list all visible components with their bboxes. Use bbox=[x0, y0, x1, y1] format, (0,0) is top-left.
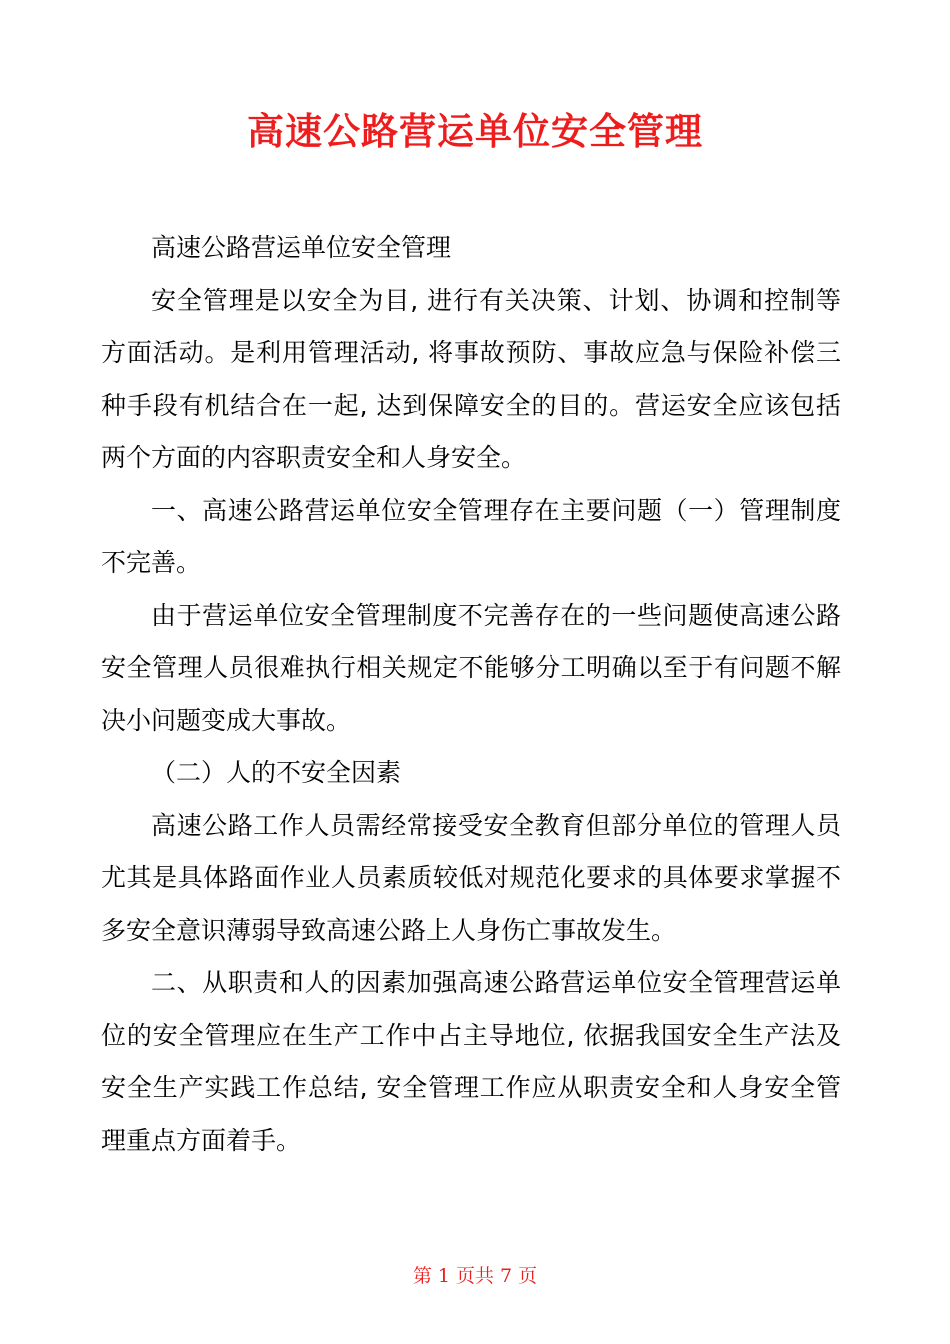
document-title: 高速公路营运单位安全管理 bbox=[247, 110, 703, 153]
page-footer: 第 1 页共 7 页 bbox=[412, 1265, 538, 1287]
paragraph-system-issues: 由于营运单位安全管理制度不完善存在的一些问题使高速公路安全管理人员很难执行相关规定不能够分工明确以至于有问题不解决小问题变成大事故。 bbox=[101, 600, 841, 735]
paragraph-section-one-heading: 一、高速公路营运单位安全管理存在主要问题（一）管理制度不完善。 bbox=[101, 495, 841, 577]
document-body bbox=[101, 222, 841, 1167]
paragraph-subsection-two-heading: （二）人的不安全因素 bbox=[151, 758, 402, 787]
paragraph-definition: 安全管理是以安全为目, 进行有关决策、计划、协调和控制等方面活动。是利用管理活动, 将事故预防、事故应急与保险补偿三种手段有机结合在一起, 达到保障安全的目的。营运安全应该包括两个方面的内容职责安全和人身安全。 bbox=[101, 285, 841, 472]
paragraph-subtitle: 高速公路营运单位安全管理 bbox=[151, 233, 452, 262]
paragraph-human-factors: 高速公路工作人员需经常接受安全教育但部分单位的管理人员尤其是具体路面作业人员素质较低对规范化要求的具体要求掌握不多安全意识薄弱导致高速公路上人身伤亡事故发生。 bbox=[101, 810, 841, 945]
paragraph-section-two: 二、从职责和人的因素加强高速公路营运单位安全管理营运单位的安全管理应在生产工作中占主导地位, 依据我国安全生产法及安全生产实践工作总结, 安全管理工作应从职责安全和人身安全管理重点方面着手。 bbox=[101, 968, 841, 1155]
